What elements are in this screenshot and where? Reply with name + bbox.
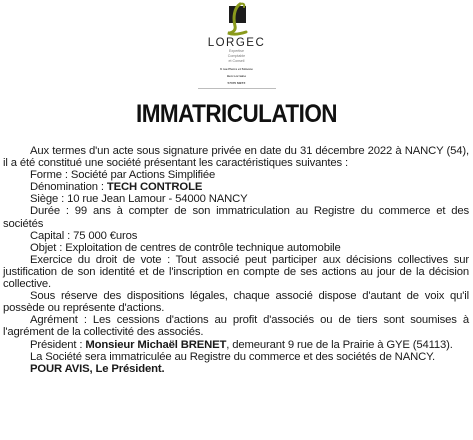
intro-paragraph: Aux termes d'un acte sous signature privée en date du 31 décembre 2022 à NANCY (54), il a été constitué une société présentant les caractéristiques suivantes : bbox=[3, 145, 469, 170]
reserve-paragraph: Sous réserve des dispositions légales, chaque associé dispose d'autant de voix qu'il possède ou représente d'actions. bbox=[3, 290, 469, 315]
company-logo-block bbox=[0, 2, 473, 89]
notice-title: IMMATRICULATION bbox=[135, 100, 338, 128]
agrement-paragraph: Agrément : Les cessions d'actions au profit d'associés ou de tiers sont soumises à l'agrément de la collectivité des associés. bbox=[3, 314, 469, 339]
logo-divider bbox=[198, 88, 276, 89]
siege-line: Siège : 10 rue Jean Lamour - 54000 NANCY bbox=[30, 193, 248, 206]
denomination-line bbox=[3, 181, 469, 193]
logo-address-3: 57070 METZ bbox=[227, 81, 246, 85]
president-name: Monsieur Michaël BRENET bbox=[85, 338, 227, 351]
objet-line: Objet : Exploitation de centres de contrôle technique automobile bbox=[30, 241, 341, 254]
president-label: Président : bbox=[30, 338, 86, 351]
logo-tagline-3: et Conseil bbox=[228, 59, 245, 63]
president-address: , demeurant 9 rue de la Prairie à GYE (54113). bbox=[226, 338, 453, 351]
lorgec-logo-icon bbox=[220, 2, 254, 36]
logo-address-1: 6 rue Pierre et Simone bbox=[220, 67, 253, 71]
notice-body bbox=[3, 145, 469, 375]
forme-line: Forme : Société par Actions Simplifiée bbox=[30, 169, 216, 182]
logo-tagline-2: Comptable bbox=[227, 54, 246, 58]
pour-avis-signature: POUR AVIS, Le Président. bbox=[30, 362, 165, 375]
immatriculation-paragraph: La Société sera immatriculée au Registre du commerce et des sociétés de NANCY. bbox=[30, 350, 436, 363]
logo-brand-name: LORGEC bbox=[207, 37, 266, 49]
denomination-label: Dénomination : bbox=[30, 181, 107, 194]
capital-line: Capital : 75 000 €uros bbox=[30, 229, 138, 242]
vote-paragraph: Exercice du droit de vote : Tout associé peut participer aux décisions collectives sur justification de son identité et de l'inscription en compte de ses actions au jour de la décision collective. bbox=[3, 253, 469, 291]
president-paragraph bbox=[3, 339, 469, 351]
logo-tagline-1: Expertise bbox=[229, 49, 244, 53]
logo-address-2: Hen Lorraine bbox=[226, 74, 247, 78]
duree-paragraph: Durée : 99 ans à compter de son immatriculation au Registre du commerce et des sociétés bbox=[3, 205, 469, 230]
denomination-value: TECH CONTROLE bbox=[106, 181, 203, 194]
